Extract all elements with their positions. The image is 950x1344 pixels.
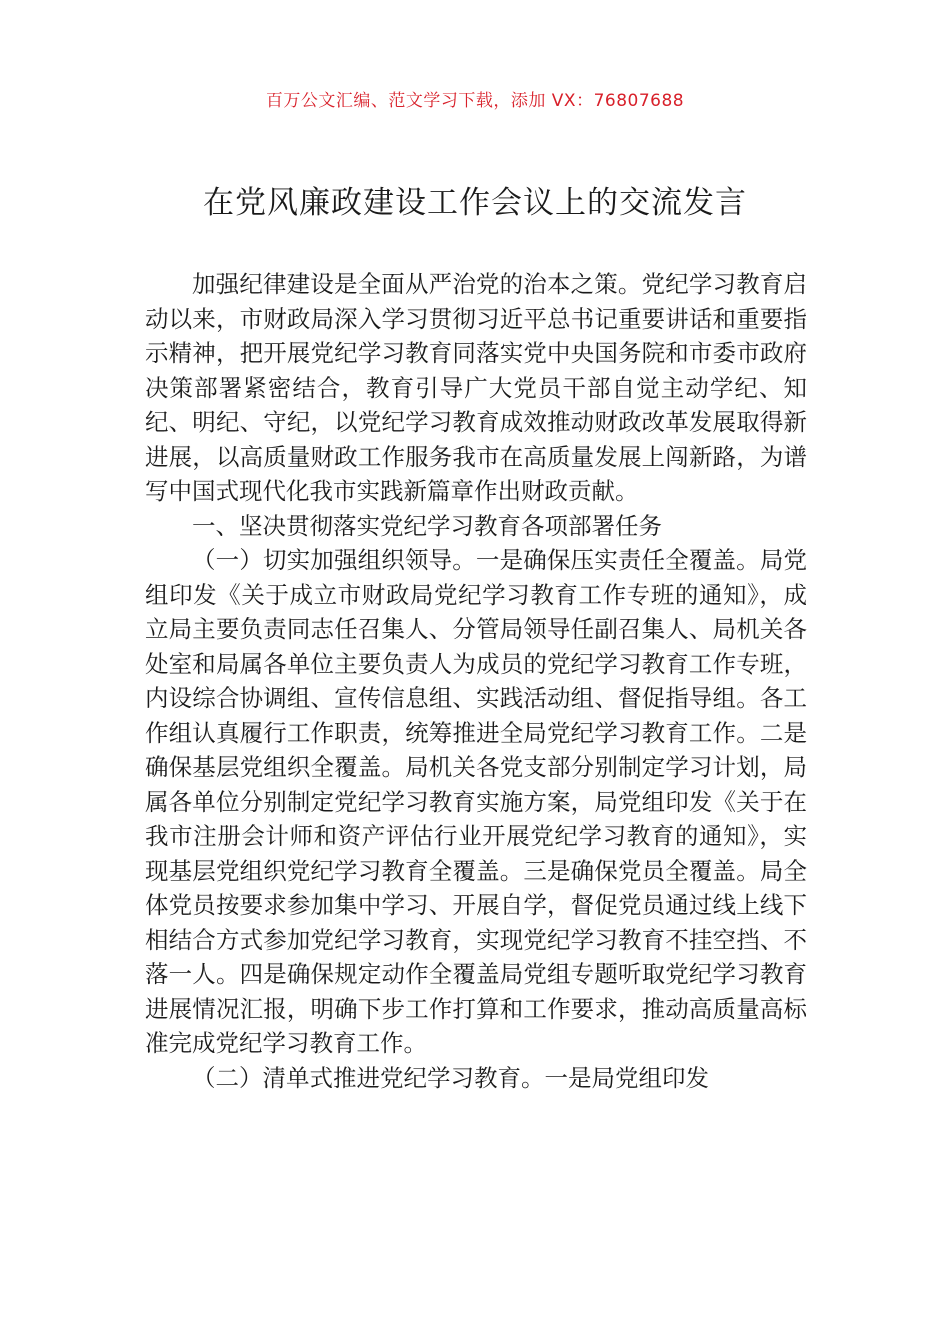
section-heading-1: 一、坚决贯彻落实党纪学习教育各项部署任务: [192, 511, 662, 540]
document-body: [145, 267, 807, 1095]
document-title: 在党风廉政建设工作会议上的交流发言: [203, 185, 747, 221]
paragraph-intro: 加强纪律建设是全面从严治党的治本之策。党纪学习教育启动以来，市财政局深入学习贯彻习近平总书记重要讲话和重要指示精神，把开展党纪学习教育同落实党中央国务院和市委市政府决策部署紧密结合，教育引导广大党员干部自觉主动学纪、知纪、明纪、守纪，以党纪学习教育成效推动财政改革发展取得新进展，以高质量财政工作服务我市在高质量发展上闯新路，为谱写中国式现代化我市实践新篇章作出财政贡献。: [145, 270, 807, 505]
paragraph-subsection-1: （一）切实加强组织领导。一是确保压实责任全覆盖。局党组印发《关于成立市财政局党纪学习教育工作专班的通知》，成立局主要负责同志任召集人、分管局领导任副召集人、局机关各处室和局属各单位主要负责人为成员的党纪学习教育工作专班，内设综合协调组、宣传信息组、实践活动组、督促指导组。各工作组认真履行工作职责，统筹推进全局党纪学习教育工作。二是确保基层党组织全覆盖。局机关各党支部分别制定学习计划，局属各单位分别制定党纪学习教育实施方案，局党组印发《关于在我市注册会计师和资产评估行业开展党纪学习教育的通知》，实现基层党组织党纪学习教育全覆盖。三是确保党员全覆盖。局全体党员按要求参加集中学习、开展自学，督促党员通过线上线下相结合方式参加党纪学习教育，实现党纪学习教育不挂空挡、不落一人。四是确保规定动作全覆盖局党组专题听取党纪学习教育进展情况汇报，明确下步工作打算和工作要求，推动高质量高标准完成党纪学习教育工作。: [145, 546, 807, 1057]
paragraph-subsection-2: （二）清单式推进党纪学习教育。一是局党组印发: [192, 1063, 709, 1092]
header-watermark: 百万公文汇编、范文学习下载，添加 VX：76807688: [265, 91, 685, 111]
